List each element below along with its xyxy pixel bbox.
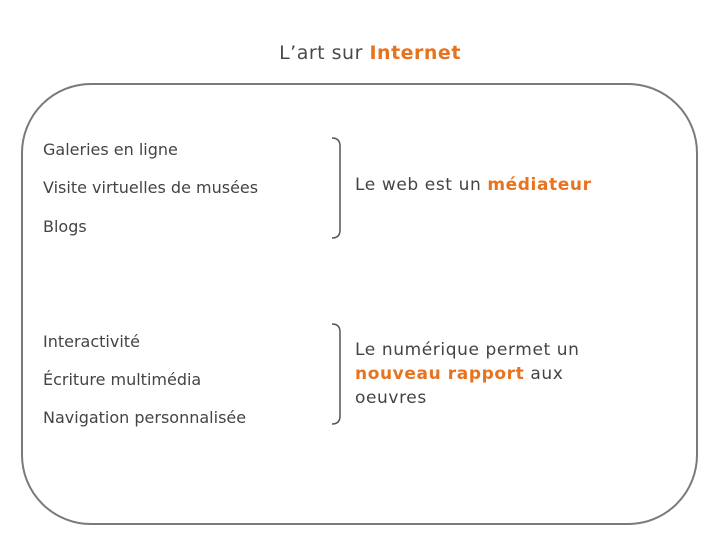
- statement-web: [355, 173, 592, 197]
- brace-group1: [330, 134, 354, 244]
- statement-numerique: [355, 338, 580, 410]
- title-highlight: Internet: [369, 42, 461, 64]
- statement-web-prefix: Le web est un: [355, 175, 488, 195]
- item-interactivite: Interactivité: [43, 332, 140, 351]
- statement-numerique-after: aux: [524, 364, 564, 384]
- statement-numerique-line1: Le numérique permet un: [355, 340, 580, 360]
- slide-title: [0, 42, 720, 64]
- item-galeries: Galeries en ligne: [43, 140, 178, 159]
- item-blogs: Blogs: [43, 217, 87, 236]
- statement-numerique-line2: [355, 362, 580, 386]
- brace-group2: [330, 320, 354, 432]
- title-prefix: L’art sur: [279, 42, 370, 64]
- item-navigation: Navigation personnalisée: [43, 408, 247, 427]
- item-visites: Visite virtuelles de musées: [43, 178, 259, 197]
- statement-numerique-highlight: nouveau rapport: [355, 364, 525, 384]
- statement-web-highlight: médiateur: [487, 175, 592, 195]
- item-ecriture: Écriture multimédia: [43, 370, 202, 389]
- statement-numerique-line3: oeuvres: [355, 388, 427, 408]
